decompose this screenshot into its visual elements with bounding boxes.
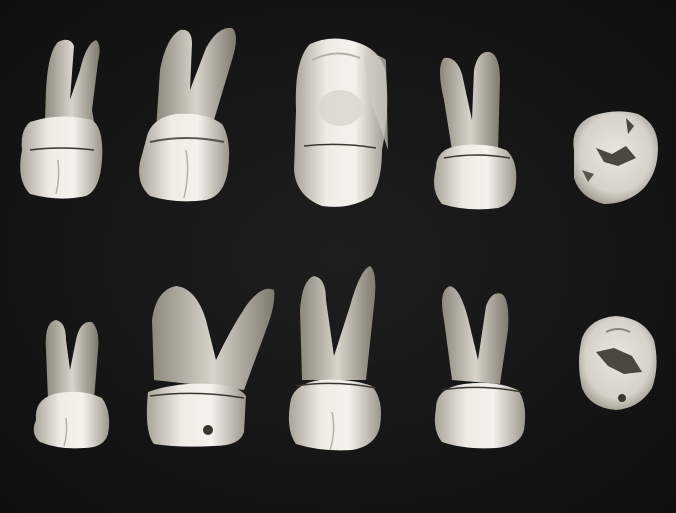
upper-tooth-5 (573, 111, 658, 204)
upper-tooth-2 (139, 28, 236, 202)
lower-tooth-4 (435, 286, 525, 448)
lower-tooth-5 (579, 316, 657, 410)
upper-tooth-3 (294, 38, 388, 206)
lower-tooth-3 (289, 266, 381, 450)
upper-tooth-1 (20, 40, 102, 199)
lower-tooth-1 (34, 320, 109, 448)
lower-tooth-2 (147, 286, 274, 447)
upper-tooth-4 (434, 52, 516, 210)
